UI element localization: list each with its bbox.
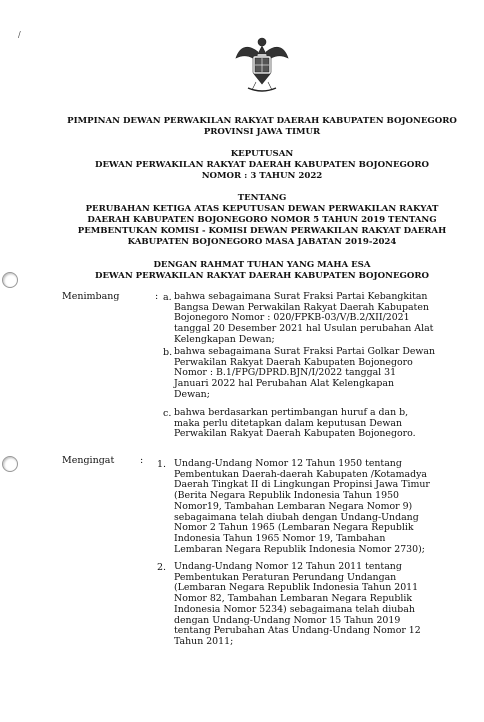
punch-hole bbox=[2, 272, 18, 288]
garuda-emblem-icon bbox=[234, 34, 290, 94]
item-marker: 1. bbox=[157, 459, 167, 470]
menimbang-item-b: bahwa sebagaimana Surat Fraksi Partai Golkar Dewan Perwakilan Rakyat Daerah Kabupaten Bojonegoro Nomor : B.1/FPG/DPRD.BJN/I/2022 tanggal 31 Januari 2022 hal Perubahan Alat Kelengkapan Dewan; bbox=[174, 346, 436, 400]
mengingat-item-1: Undang-Undang Nomor 12 Tahun 1950 tentang Pembentukan Daerah-daerah Kabupaten /Kotamadya Daerah Tingkat II di Lingkungan Propinsi Jawa Timur (Berita Negara Republik Indonesia Tahun 1950 Nomor19, Tambahan Lembaran Negara Nomor 9) sebagaimana telah diubah dengan Undang-Undang Nomor 2 Tahun 1965 (Lembaran Negara Republik Indonesia Tahun 1965 Nomor 19, Tambahan Lembaran Negara Republik Indonesia Nomor 2730); bbox=[174, 458, 430, 555]
menimbang-label: Menimbang bbox=[62, 291, 120, 302]
header-province: PROVINSI JAWA TIMUR bbox=[203, 127, 321, 137]
item-marker: 2. bbox=[157, 562, 167, 573]
menimbang-item-c: bahwa berdasarkan pertimbangan huruf a dan b, maka perlu ditetapkan dalam keputusan Dewan Perwakilan Rakyat Daerah Kabupaten Bojonegoro. bbox=[174, 407, 416, 440]
header-institution: PIMPINAN DEWAN PERWAKILAN RAKYAT DAERAH KABUPATEN BOJONEGORO bbox=[67, 116, 457, 126]
mengingat-colon: : bbox=[140, 455, 144, 466]
item-marker: c. bbox=[163, 408, 172, 419]
punch-hole bbox=[2, 456, 18, 472]
title-keputusan: KEPUTUSAN bbox=[230, 149, 294, 159]
tentang-label: TENTANG bbox=[237, 193, 287, 203]
menimbang-item-a: bahwa sebagaimana Surat Fraksi Partai Kebangkitan Bangsa Dewan Perwakilan Rakyat Daerah Kabupaten Bojonegoro Nomor : 020/FPKB-03/V/B.2/XII/2021 tanggal 20 Desember 2021 hal Usulan perubahan Alat Kelengkapan Dewan; bbox=[174, 291, 434, 345]
menimbang-colon: : bbox=[155, 291, 159, 302]
title-nomor: NOMOR : 3 TAHUN 2022 bbox=[201, 171, 323, 181]
mengingat-label: Mengingat bbox=[62, 455, 115, 466]
title-body: DEWAN PERWAKILAN RAKYAT DAERAH KABUPATEN BOJONEGORO bbox=[95, 160, 429, 170]
tentang-line: PEMBENTUKAN KOMISI - KOMISI DEWAN PERWAKILAN RAKYAT DAERAH bbox=[77, 226, 447, 236]
tentang-line: DAERAH KABUPATEN BOJONEGORO NOMOR 5 TAHUN 2019 TENTANG bbox=[87, 215, 437, 225]
rahmat-line: DENGAN RAHMAT TUHAN YANG MAHA ESA bbox=[153, 260, 371, 270]
scan-mark: / bbox=[18, 30, 21, 39]
tentang-line: PERUBAHAN KETIGA ATAS KEPUTUSAN DEWAN PERWAKILAN RAKYAT bbox=[85, 204, 439, 214]
tentang-line: KABUPATEN BOJONEGORO MASA JABATAN 2019-2024 bbox=[127, 237, 397, 247]
rahmat-line: DEWAN PERWAKILAN RAKYAT DAERAH KABUPATEN BOJONEGORO bbox=[95, 271, 429, 281]
item-marker: b. bbox=[163, 347, 173, 358]
mengingat-item-2: Undang-Undang Nomor 12 Tahun 2011 tentang Pembentukan Peraturan Perundang Undangan (Lembaran Negara Republik Indonesia Tahun 2011 Nomor 82, Tambahan Lembaran Negara Republik Indonesia Nomor 5234) sebagaimana telah diubah dengan Undang-Undang Nomor 15 Tahun 2019 tentang Perubahan Atas Undang-Undang Nomor 12 Tahun 2011; bbox=[174, 561, 421, 647]
item-marker: a. bbox=[163, 292, 172, 303]
